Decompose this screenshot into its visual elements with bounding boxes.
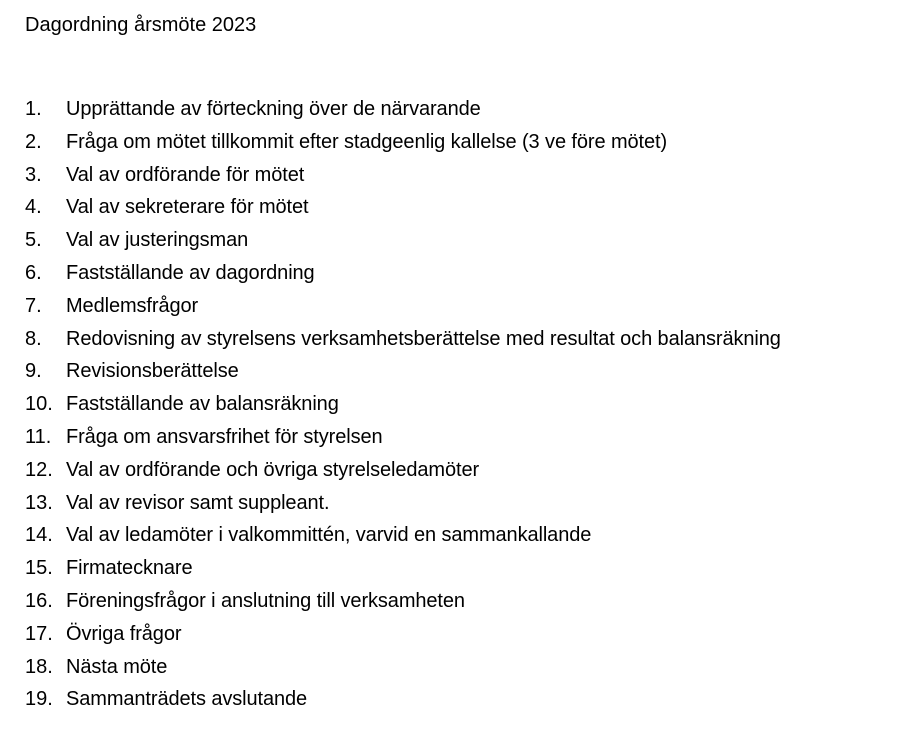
item-number: 12. [25,458,53,481]
agenda-item [25,588,781,621]
agenda-item [25,490,781,523]
item-text: Nästa möte [66,655,168,678]
agenda-item [25,522,781,555]
item-text: Val av justeringsman [66,229,249,252]
item-number: 5. [25,229,42,252]
agenda-item [25,96,781,129]
agenda-item [25,194,781,227]
item-text: Revisionsberättelse [66,360,239,383]
item-number: 8. [25,327,42,350]
item-text: Upprättande av förteckning över de närvarande [66,98,481,120]
agenda-item [25,358,781,391]
agenda-list [25,96,781,719]
item-text: Medlemsfrågor [66,294,199,317]
item-number: 19. [25,688,53,711]
document-title: Dagordning årsmöte 2023 [25,14,257,36]
item-number: 16. [25,589,53,612]
item-number: 2. [25,130,42,153]
item-number: 4. [25,196,42,219]
agenda-item [25,260,781,293]
agenda-item [25,162,781,195]
item-number: 11. [25,425,52,448]
item-text: Val av ordförande för mötet [66,163,305,186]
item-text: Fråga om mötet tillkommit efter stadgeenlig kallelse (3 ve före mötet) [66,130,668,153]
item-number: 1. [25,98,42,120]
item-text: Redovisning av styrelsens verksamhetsberättelse med resultat och balansräkning [66,327,781,350]
agenda-item [25,457,781,490]
agenda-item [25,555,781,588]
agenda-item [25,293,781,326]
agenda-item [25,391,781,424]
item-text: Val av ledamöter i valkommittén, varvid en sammankallande [66,524,592,547]
item-text: Fastställande av dagordning [66,261,315,284]
agenda-item [25,129,781,162]
agenda-item [25,227,781,260]
agenda-item [25,686,781,719]
item-number: 6. [25,261,42,284]
item-text: Föreningsfrågor i anslutning till verksamheten [66,589,465,612]
item-text: Fråga om ansvarsfrihet för styrelsen [66,425,383,448]
item-number: 15. [25,557,53,580]
item-number: 14. [25,524,53,547]
item-number: 10. [25,393,53,416]
agenda-item [25,424,781,457]
agenda-item [25,621,781,654]
item-text: Firmatecknare [66,557,193,580]
item-number: 9. [25,360,42,383]
item-number: 3. [25,163,42,186]
item-text: Val av ordförande och övriga styrelseledamöter [66,458,480,481]
item-number: 18. [25,655,53,678]
agenda-item [25,326,781,359]
item-text: Fastställande av balansräkning [66,393,339,416]
item-text: Val av revisor samt suppleant. [66,491,330,514]
item-text: Val av sekreterare för mötet [66,196,309,219]
agenda-item [25,654,781,687]
item-number: 7. [25,294,42,317]
item-number: 13. [25,491,53,514]
item-text: Övriga frågor [66,622,182,645]
item-text: Sammanträdets avslutande [66,688,308,711]
item-number: 17. [25,622,53,645]
